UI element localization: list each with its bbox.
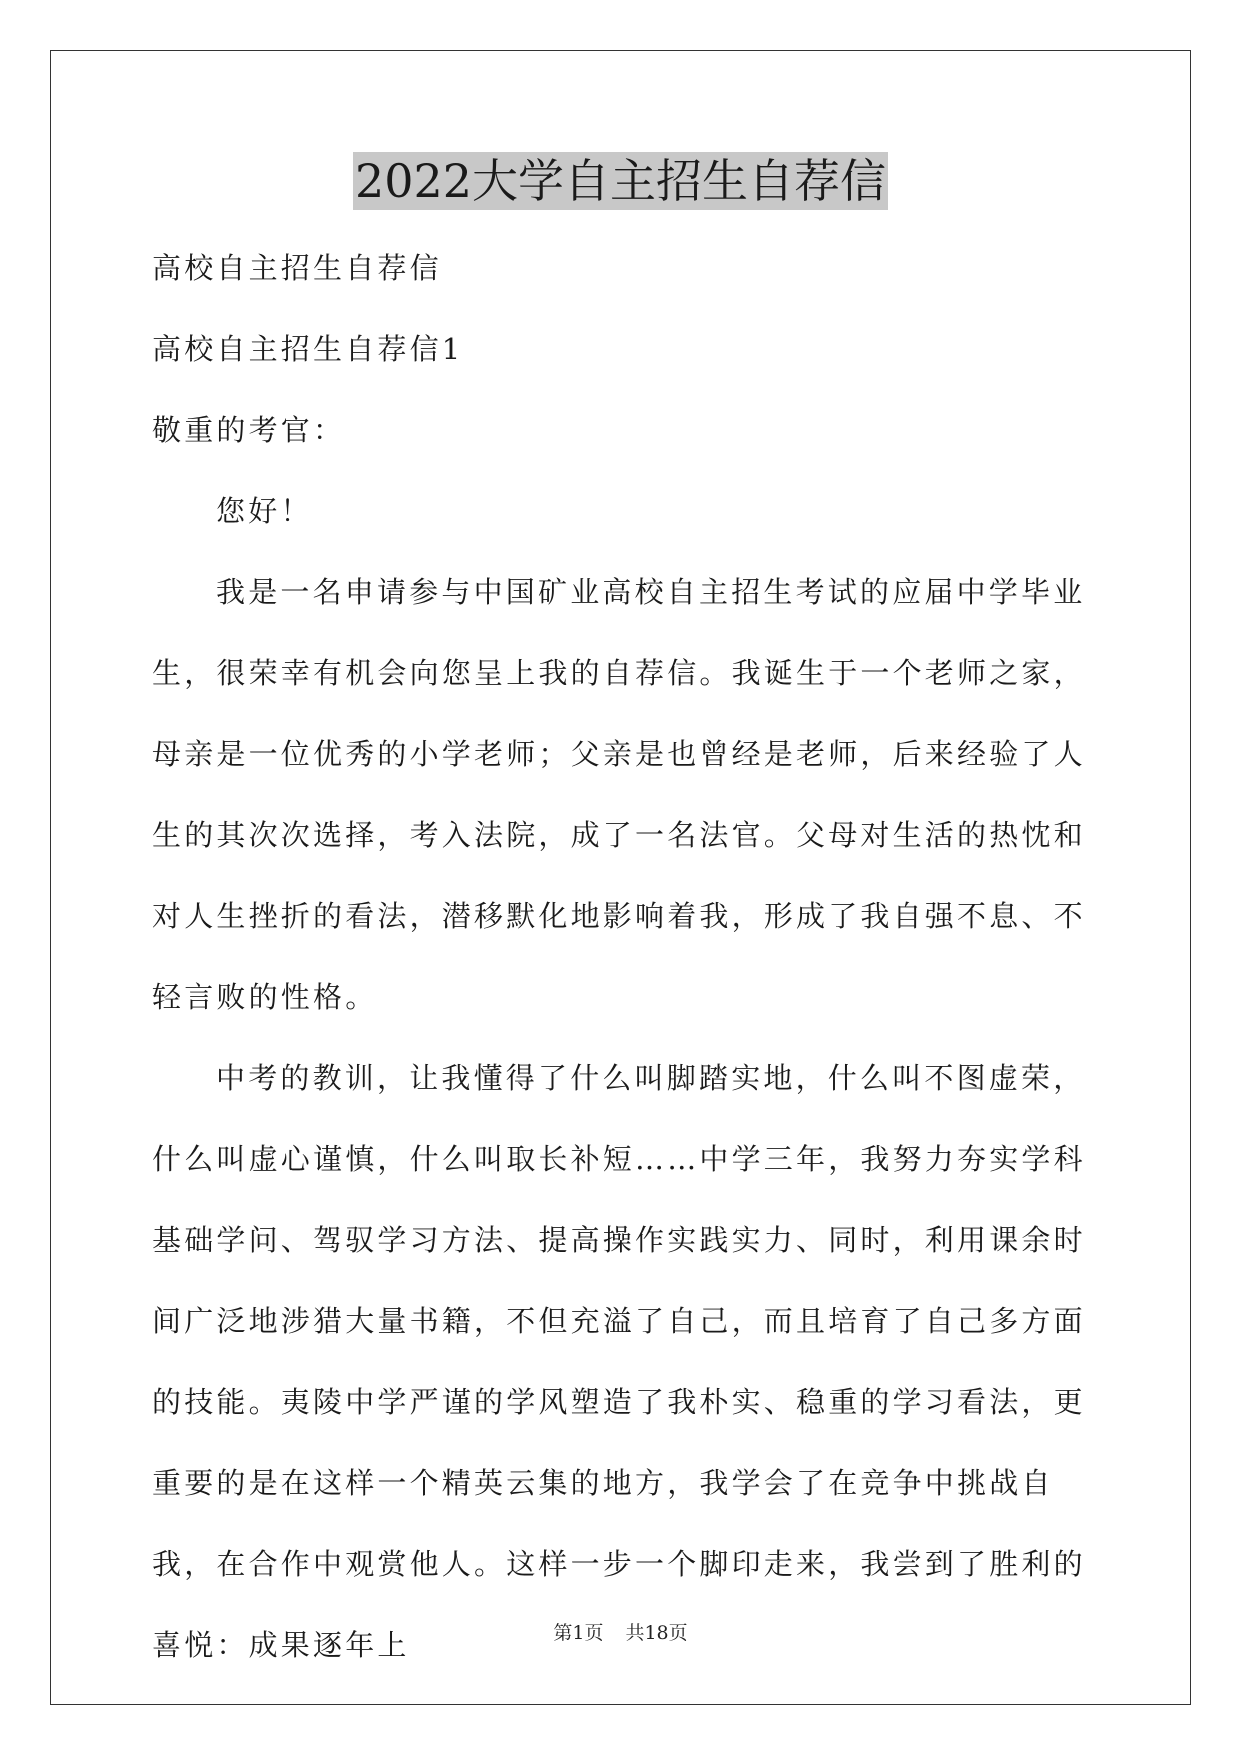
subtitle-line: 高校自主招生自荐信 bbox=[152, 251, 442, 285]
paragraph-intro: 我是一名申请参与中国矿业高校自主招生考试的应届中学毕业生，很荣幸有机会向您呈上我的自荐信。我诞生于一个老师之家，母亲是一位优秀的小学老师；父亲是也曾经是老师，后来经验了人生的其次次选择，考入法院，成了一名法官。父母对生活的热忱和对人生挫折的看法，潜移默化地影响着我，形成了我自强不息、不轻言败的性格。 bbox=[152, 575, 1086, 1014]
page-total: 共18页 bbox=[625, 1622, 688, 1644]
section-heading: 高校自主招生自荐信1 bbox=[152, 332, 464, 366]
title-container bbox=[0, 152, 1241, 210]
salutation: 敬重的考官： bbox=[152, 413, 346, 447]
document-title: 2022大学自主招生自荐信 bbox=[354, 154, 887, 208]
paragraph-study: 中考的教训，让我懂得了什么叫脚踏实地，什么叫不图虚荣，什么叫虚心谨慎，什么叫取长补短……中学三年，我努力夯实学科基础学问、驾驭学习方法、提高操作实践实力、同时，利用课余时间广泛地涉猎大量书籍，不但充溢了自己，而且培育了自己多方面的技能。夷陵中学严谨的学风塑造了我朴实、稳重的学习看法，更重要的是在这样一个精英云集的地方，我学会了在竞争中挑战自我，在合作中观赏他人。这样一步一个脚印走来，我尝到了胜利的喜悦：成果逐年上 bbox=[152, 1061, 1086, 1662]
page-number: 第1页 bbox=[553, 1622, 604, 1644]
document-body bbox=[152, 228, 1112, 1686]
greeting: 您好！ bbox=[216, 494, 313, 528]
page-footer bbox=[0, 1618, 1241, 1645]
